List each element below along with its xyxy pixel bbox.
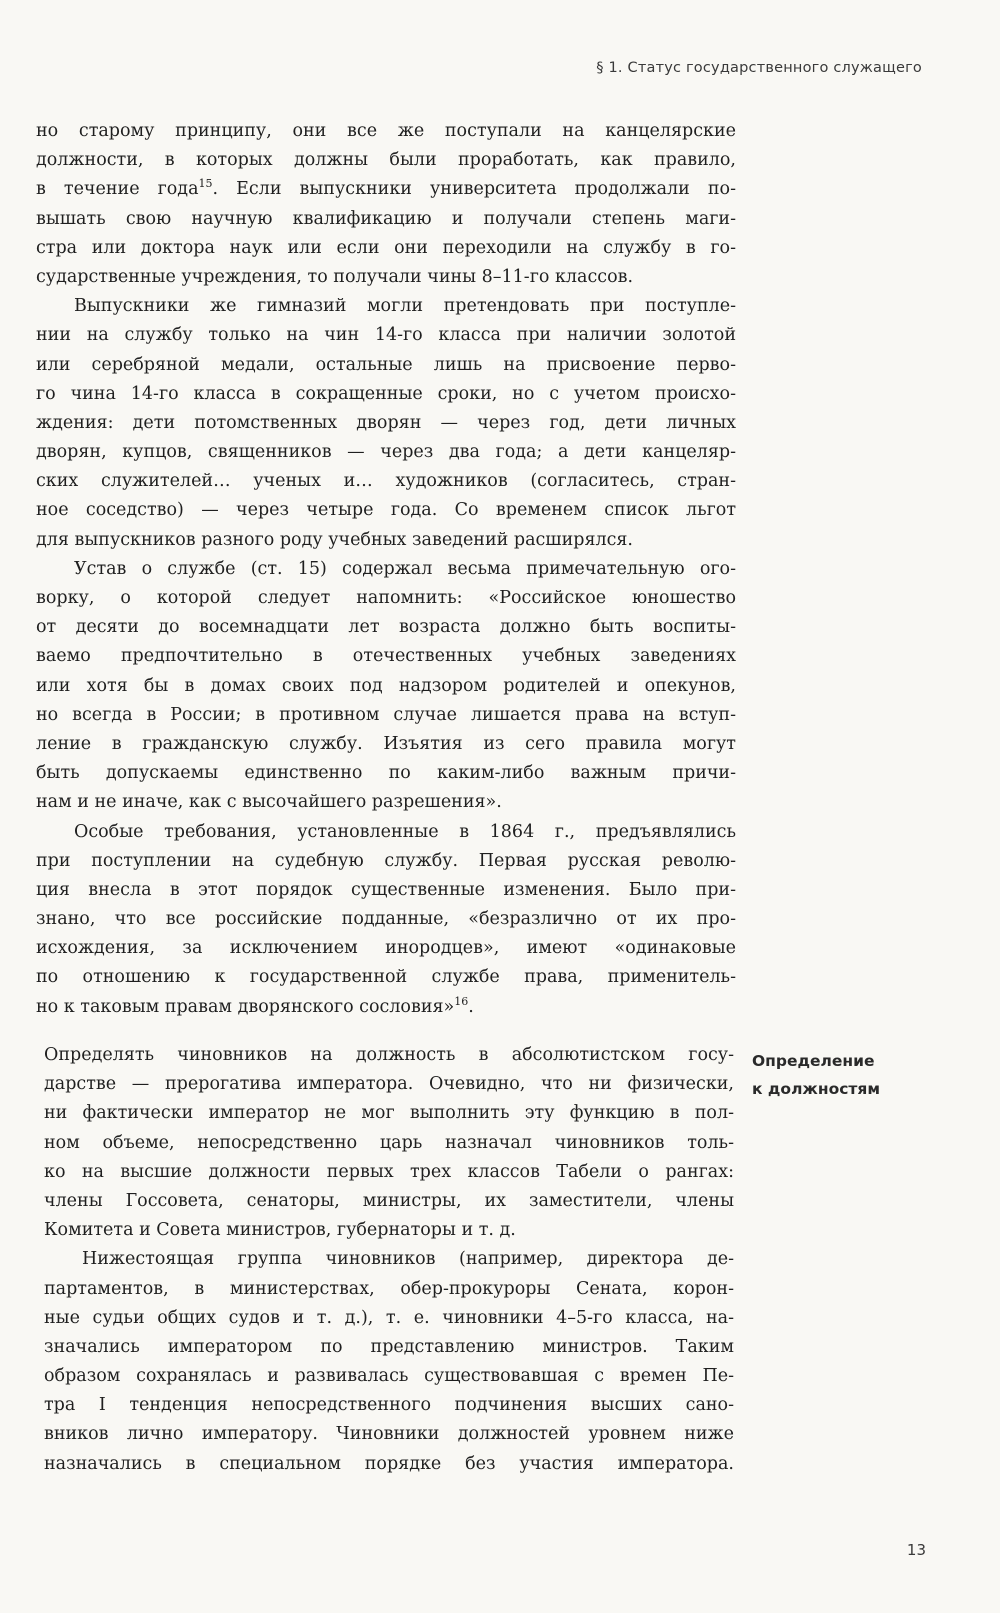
side-heading-line: к должностям <box>752 1080 881 1098</box>
paragraph <box>36 555 736 818</box>
text-line: Нижестоящая группа чиновников (например, директора де- <box>82 1249 734 1270</box>
text-line: ное соседство) — через четыре года. Со временем список льгот <box>36 500 736 521</box>
text-line: ко на высшие должности первых трех классов Табели о рангах: <box>44 1161 734 1182</box>
paragraph <box>36 818 736 1022</box>
text-line: знано, что все российские подданные, «безразлично от их про- <box>36 909 736 930</box>
text-line: партаментов, в министерствах, обер-прокуроры Сената, корон- <box>44 1278 734 1299</box>
text-line: ция внесла в этот порядок существенные изменения. Было при- <box>36 879 736 900</box>
text-line: ваемо предпочтительно в отечественных учебных заведениях <box>36 646 736 667</box>
text-line: ные судьи общих судов и т. д.), т. е. чиновники 4–5-го класса, на- <box>44 1307 734 1328</box>
text-line: ни фактически император не мог выполнить эту функцию в пол- <box>44 1103 734 1124</box>
text-line: Выпускники же гимназий могли претендовать при поступле- <box>74 296 736 317</box>
paragraph <box>44 1041 734 1245</box>
text-line: нии на службу только на чин 14-го класса при наличии золотой <box>36 325 736 346</box>
text-line: исхождения, за исключением инородцев», имеют «одинаковые <box>36 938 736 959</box>
text-line: тра I тенденция непосредственного подчинения высших сано- <box>44 1395 734 1416</box>
side-heading-line: Определение <box>752 1052 875 1070</box>
text-line: ждения: дети потомственных дворян — через год, дети личных <box>36 412 736 433</box>
text-line: вников лично императору. Чиновники должностей уровнем ниже <box>44 1424 734 1445</box>
text-line: но к таковым правам дворянского сословия»$^{16}$. <box>36 994 474 1017</box>
text-line: дворян, купцов, священников — через два года; а дети канцеляр- <box>36 442 736 463</box>
text-line: но всегда в России; в противном случае лишается права на вступ- <box>36 704 736 725</box>
paragraph <box>44 1245 734 1479</box>
text-line: ских служителей… ученых и… художников (согласитесь, стран- <box>36 471 736 492</box>
running-header: § 1. Статус государственного служащего <box>596 60 922 76</box>
footnote-ref: 16 <box>454 994 469 1008</box>
text-line: по отношению к государственной службе права, применитель- <box>36 967 736 988</box>
text-line: при поступлении на судебную службу. Первая русская револю- <box>36 850 736 871</box>
text-line: ление в гражданскую службу. Изъятия из сего правила могут <box>36 733 736 754</box>
text-segment: но к таковым правам дворянского сословия» <box>36 996 455 1017</box>
text-line: должности, в которых должны были проработать, как правило, <box>36 150 736 171</box>
text-segment: в течение года <box>36 179 199 200</box>
page-number: 13 <box>906 1541 926 1559</box>
text-line: назначались в специальном порядке без участия императора. <box>44 1453 734 1474</box>
text-line: Устав о службе (ст. 15) содержал весьма примечательную ого- <box>74 558 736 579</box>
text-line: от десяти до восемнадцати лет возраста должно быть воспиты- <box>36 617 736 638</box>
text-line: го чина 14-го класса в сокращенные сроки, но с учетом происхо- <box>36 383 736 404</box>
text-line: для выпускников разного роду учебных заведений расширялся. <box>36 529 633 550</box>
text-line: сударственные учреждения, то получали чины 8–11-го классов. <box>36 266 634 287</box>
text-line: Особые требования, установленные в 1864 г., предъявлялись <box>74 821 736 842</box>
text-line: нам и не иначе, как с высочайшего разрешения». <box>36 792 502 813</box>
text-line: значались императором по представлению министров. Таким <box>44 1336 734 1357</box>
text-line: вышать свою научную квалификацию и получали степень маги- <box>36 208 736 229</box>
text-line: или хотя бы в домах своих под надзором родителей и опекунов, <box>36 675 736 696</box>
text-line: дарстве — прерогатива императора. Очевидно, что ни физически, <box>44 1074 734 1095</box>
paragraph <box>36 292 736 555</box>
text-line: Определять чиновников на должность в абсолютистском госу- <box>44 1045 734 1065</box>
text-line: члены Госсовета, сенаторы, министры, их заместители, члены <box>44 1190 734 1211</box>
text-line: ворку, о которой следует напомнить: «Российское юношество <box>36 588 736 608</box>
footnote-ref: 15 <box>198 177 213 191</box>
text-line: быть допускаемы единственно по каким-либо важным причи- <box>36 763 736 784</box>
text-line: но старому принципу, они все же поступали на канцелярские <box>36 121 736 141</box>
paragraph <box>36 117 736 292</box>
text-line: Комитета и Совета министров, губернаторы и т. д. <box>44 1220 516 1241</box>
text-line: или серебряной медали, остальные лишь на присвоение перво- <box>36 354 736 375</box>
text-block-1 <box>36 117 736 1022</box>
text-block-2 <box>44 1041 734 1479</box>
side-heading <box>752 1047 952 1103</box>
text-line: ном объеме, непосредственно царь назначал чиновников толь- <box>44 1132 734 1153</box>
text-line: в течение года$^{15}$. Если выпускники университета продолжали по- <box>36 177 736 200</box>
text-line: образом сохранялась и развивалась существовавшая с времен Пе- <box>44 1366 734 1387</box>
text-line: стра или доктора наук или если они переходили на службу в го- <box>36 237 736 258</box>
text-segment: Если выпускники университета продолжали по- <box>236 179 736 200</box>
